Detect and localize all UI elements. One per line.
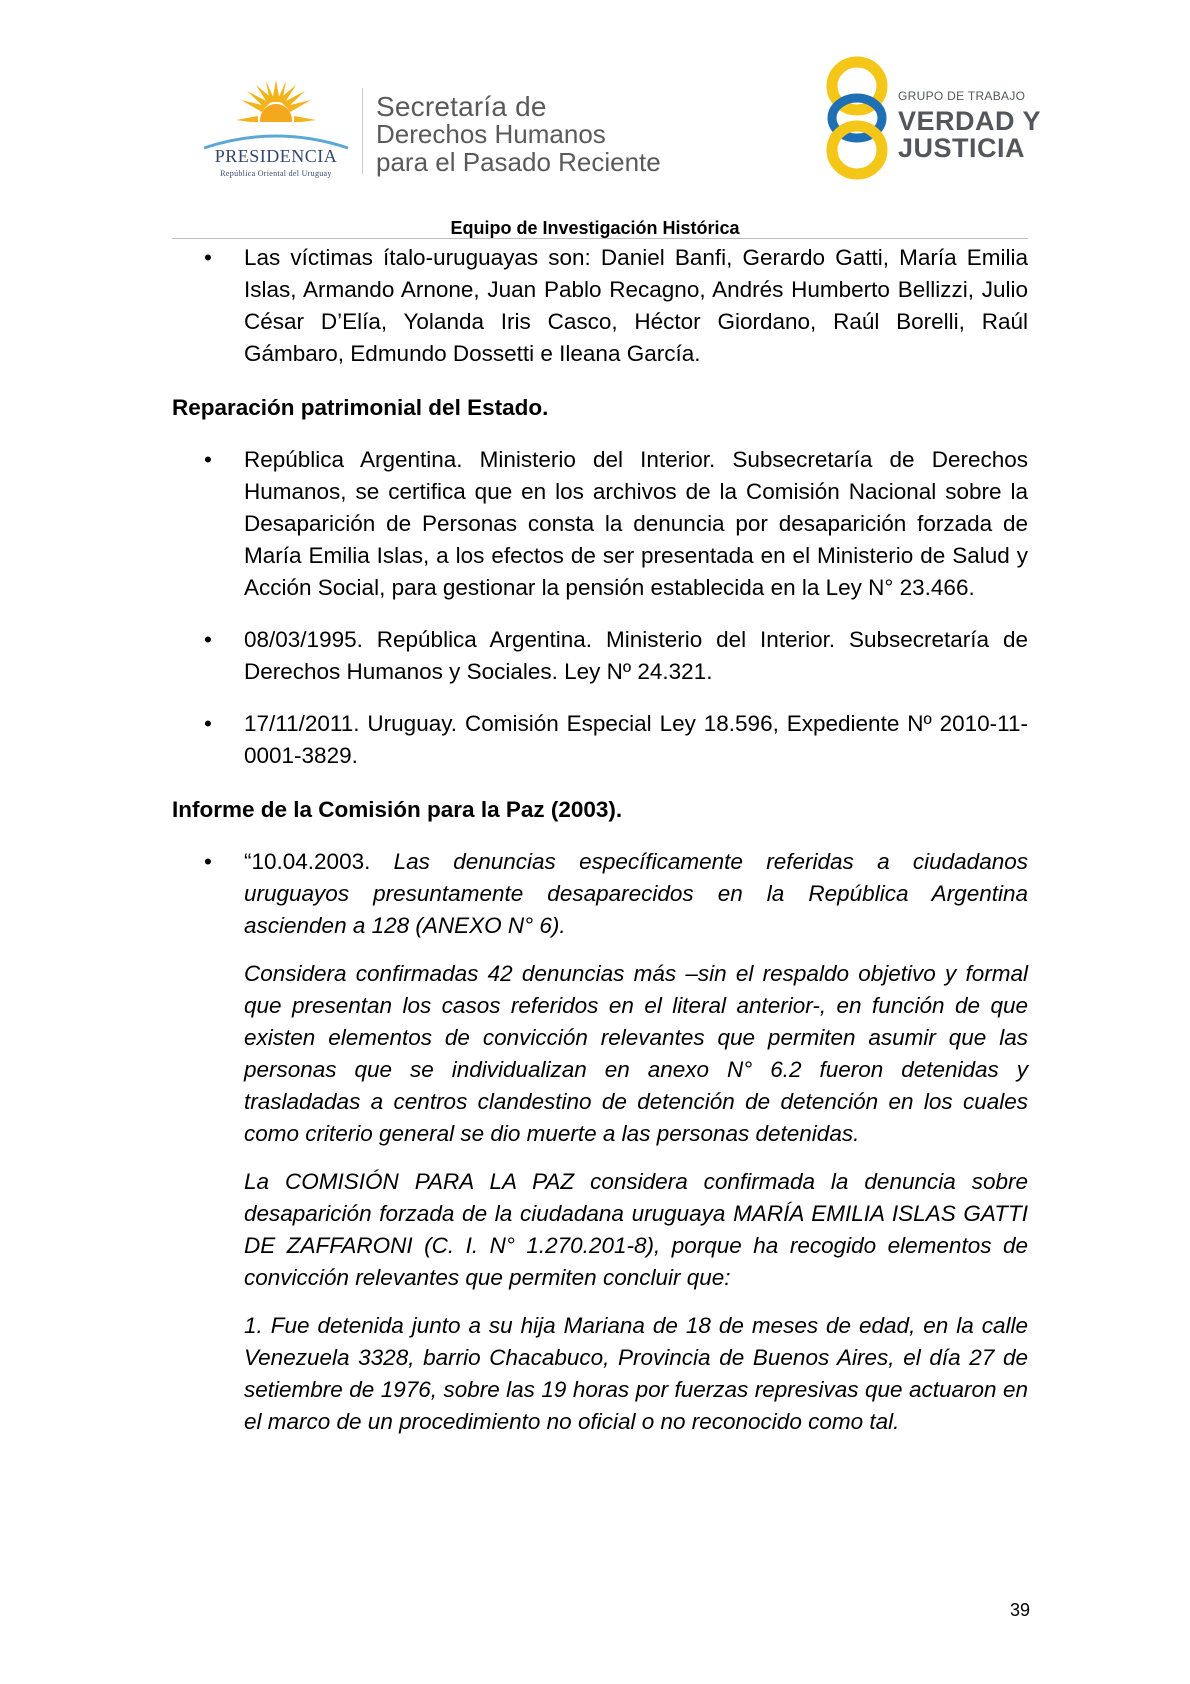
bullet-dot: • — [204, 627, 212, 652]
informe-quote: Las denuncias específicamente referidas a ciudadanos uruguayos presuntamente desaparecidos en la República Argentina ascienden a 128 (ANEXO N° 6). — [244, 849, 1028, 938]
header-title: Equipo de Investigación Histórica — [450, 218, 740, 238]
bullet-dot: • — [204, 711, 212, 736]
bullet-text: República Argentina. Ministerio del Interior. Subsecretaría de Derechos Humanos, se certifica que en los archivos de la Comisión Nacional sobre la Desaparición de Personas consta la denuncia por desaparición forzada de María Emilia Islas, a los efectos de ser presentada en el Ministerio de Salud y Acción Social, para gestionar la pensión establecida en la Ley N° 23.466. — [244, 447, 1028, 600]
bullet-text: Las víctimas ítalo-uruguayas son: Daniel Banfi, Gerardo Gatti, María Emilia Islas, Armando Arnone, Juan Pablo Recagno, Andrés Humberto Bellizzi, Julio César D’Elía, Yolanda Iris Casco, Héctor Giordano, Raúl Borelli, Raúl Gámbaro, Edmundo Dossetti e Ileana García. — [244, 245, 1028, 366]
informe-paragraph-3: 1. Fue detenida junto a su hija Mariana de 18 de meses de edad, en la calle Venezuela 3328, barrio Chacabuco, Provincia de Buenos Aires, el día 27 de setiembre de 1976, sobre las 19 horas por fuerzas represivas que actuaron en el marco de un procedimiento no oficial o no reconocido como tal. — [244, 1313, 1028, 1434]
bullet-dot: • — [204, 849, 212, 874]
section-heading-reparacion: Reparación patrimonial del Estado. — [172, 395, 549, 420]
bullet-item-reparacion-1 — [172, 444, 1028, 604]
page-header — [0, 0, 1190, 240]
secretaria-line3: para el Pasado Reciente — [376, 146, 661, 177]
informe-date: “10.04.2003. — [244, 849, 394, 874]
header-rule — [172, 238, 1028, 239]
gtvj-wordmark — [898, 90, 1041, 162]
informe-paragraph-2: La COMISIÓN PARA LA PAZ considera confirmada la denuncia sobre desaparición forzada de la ciudadana uruguaya MARÍA EMILIA ISLAS GATTI DE ZAFFARONI (C. I. N° 1.270.201-8), porque ha recogido elementos de convicción relevantes que permiten concluir que: — [244, 1169, 1028, 1290]
logo-divider — [362, 88, 363, 174]
gtvj-line2: VERDAD Y — [898, 106, 1042, 136]
presidencia-wordmark: PRESIDENCIA República Oriental del Uruguay — [214, 146, 338, 178]
page-content — [172, 242, 1028, 1438]
bullet-item-reparacion-2 — [172, 624, 1028, 688]
bullet-item-reparacion-3 — [172, 708, 1028, 772]
bullet-item-victims — [172, 242, 1028, 370]
bullet-text: 08/03/1995. República Argentina. Ministerio del Interior. Subsecretaría de Derechos Humanos y Sociales. Ley Nº 24.321. — [244, 627, 1028, 684]
bullet-dot: • — [204, 245, 212, 270]
informe-paragraph-1: Considera confirmadas 42 denuncias más –sin el respaldo objetivo y formal que presentan los casos referidos en el literal anterior-, en función de que existen elementos de convicción relevantes que permiten asumir que las personas que se individualizan en anexo N° 6.2 fueron detenidas y trasladadas a centros clandestino de detención de detención en los cuales como criterio general se dio muerte a las personas detenidas. — [244, 961, 1028, 1146]
secretaria-line2: Derechos Humanos — [376, 119, 606, 150]
gtvj-line3: JUSTICIA — [898, 133, 1026, 163]
bullet-text: 17/11/2011. Uruguay. Comisión Especial Ley 18.596, Expediente Nº 2010-11-0001-3829. — [244, 711, 1028, 768]
gtvj-rings-logo — [822, 56, 892, 181]
secretaria-wordmark — [376, 92, 661, 176]
bullet-dot: • — [204, 447, 212, 472]
bullet-item-informe — [172, 846, 1028, 942]
secretaria-line1: Secretaría de — [376, 91, 547, 122]
page-number: 39 — [1009, 1600, 1030, 1620]
gtvj-line1: GRUPO DE TRABAJO — [898, 89, 1026, 103]
section-heading-informe: Informe de la Comisión para la Paz (2003). — [172, 797, 623, 822]
